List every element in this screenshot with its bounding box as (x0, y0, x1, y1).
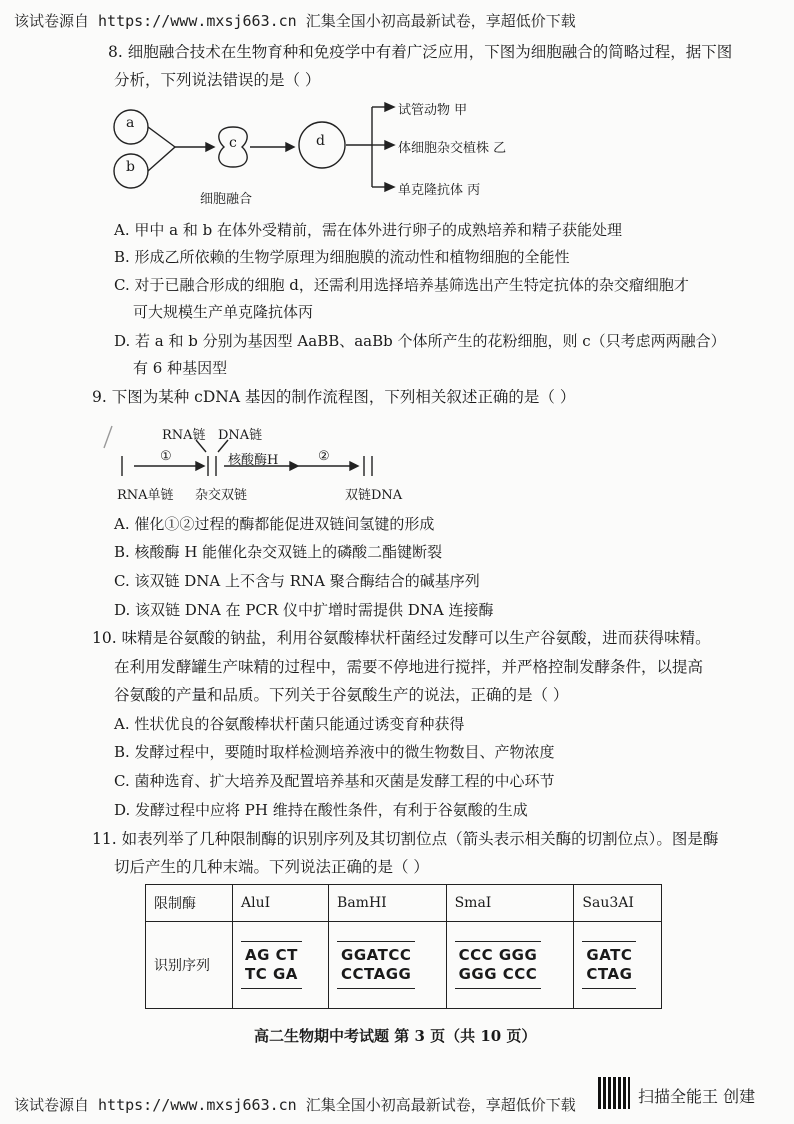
seq-bamhi (337, 940, 415, 990)
label-a: a (126, 115, 135, 131)
seq-cell-smai (446, 922, 574, 1009)
row-label-sequence: 识别序列 (146, 922, 233, 1009)
q9-option-a: A. 催化①②过程的酶都能促进双链间氢键的形成 (114, 515, 435, 533)
label-step2: ② (318, 449, 330, 464)
q9-option-d: D. 该双链 DNA 在 PCR 仪中扩增时需提供 DNA 连接酶 (114, 601, 494, 619)
enzyme-bamhi: BamHI (329, 885, 447, 922)
row-label-enzyme: 限制酶 (146, 885, 233, 922)
q8-stem-line1: 8. 细胞融合技术在生物育种和免疫学中有着广泛应用，下图为细胞融合的简略过程，据下图 (108, 43, 733, 61)
label-c: c (229, 135, 237, 151)
q10-option-d: D. 发酵过程中应将 PH 维持在酸性条件，有利于谷氨酸的生成 (114, 801, 528, 819)
q10-stem-line2: 在利用发酵罐生产味精的过程中，需要不停地进行搅拌，并严格控制发酵条件，以提高 (114, 658, 704, 676)
q10-stem-line3: 谷氨酸的产量和品质。下列关于谷氨酸生产的说法，正确的是（ ） (114, 686, 569, 704)
fusion-bracket (148, 127, 175, 171)
label-step1: ① (160, 449, 172, 464)
label-dna-chain: DNA链 (218, 428, 263, 443)
label-rna-single: RNA单链 (117, 488, 174, 503)
output-somatic-hybrid-plant: 体细胞杂交植株 乙 (398, 141, 507, 156)
seq-sau3ai (582, 940, 636, 990)
enzyme-name-row (146, 885, 662, 922)
seq-smai-top: CCC GGG (458, 946, 538, 964)
label-d: d (316, 133, 325, 149)
seq-cell-alui (233, 922, 329, 1009)
q10-option-c: C. 菌种选育、扩大培养及配置培养基和灭菌是发酵工程的中心环节 (114, 772, 555, 790)
enzyme-sau3ai: Sau3AI (574, 885, 662, 922)
seq-alui-top: AG CT (245, 946, 298, 964)
recognition-sequence-row (146, 922, 662, 1009)
seq-alui (241, 940, 302, 990)
q11-stem-line2: 切后产生的几种末端。下列说法正确的是（ ） (114, 858, 429, 876)
label-b: b (126, 159, 135, 175)
q8-option-c-line1: C. 对于已融合形成的细胞 d，还需利用选择培养基筛选出产生特定抗体的杂交瘤细胞才 (114, 276, 689, 294)
enzyme-alui: AluI (233, 885, 329, 922)
q8-option-b: B. 形成乙所依赖的生物学原理为细胞膜的流动性和植物细胞的全能性 (114, 248, 570, 266)
q8-stem-line2: 分析，下列说法错误的是（ ） (114, 71, 321, 89)
restriction-enzyme-table (145, 884, 662, 1009)
q9-option-c: C. 该双链 DNA 上不含与 RNA 聚合酶结合的碱基序列 (114, 572, 480, 590)
page-number: 高二生物期中考试题 第 3 页（共 10 页） (254, 1027, 537, 1045)
seq-cell-bamhi (329, 922, 447, 1009)
q8-option-a: A. 甲中 a 和 b 在体外受精前，需在体外进行卵子的成熟培养和精子获能处理 (114, 221, 622, 239)
label-ds-dna: 双链DNA (345, 488, 403, 503)
q8-option-d-line2: 有 6 种基因型 (133, 359, 228, 377)
q9-option-b: B. 核酸酶 H 能催化杂交双链上的磷酸二酯键断裂 (114, 543, 443, 561)
q10-stem-line1: 10. 味精是谷氨酸的钠盐，利用谷氨酸棒状杆菌经过发酵可以生产谷氨酸，进而获得味精。 (92, 629, 711, 647)
label-nuclease-h: 核酸酶H (228, 453, 279, 468)
seq-bamhi-bottom: CCTAGG (341, 965, 412, 983)
footer-source-text: 该试卷源自 https://www.mxsj663.cn 汇集全国小初高最新试卷，享超低价下载 (14, 1096, 576, 1114)
seq-smai-bottom: GGG CCC (458, 965, 538, 983)
label-rna-chain: RNA链 (162, 428, 206, 443)
q11-stem-line1: 11. 如表列举了几种限制酶的识别序列及其切割位点（箭头表示相关酶的切割位点）。图是酶 (92, 830, 719, 848)
q10-option-b: B. 发酵过程中，要随时取样检测培养液中的微生物数目、产物浓度 (114, 743, 555, 761)
seq-bamhi-top: GGATCC (341, 946, 412, 964)
scanner-watermark: 扫描全能王 创建 (638, 1087, 756, 1106)
q8-option-c-line2: 可大规模生产单克隆抗体丙 (133, 303, 314, 321)
label-hybrid: 杂交双链 (195, 488, 248, 503)
seq-alui-bottom: TC GA (245, 965, 298, 983)
header-source-text: 该试卷源自 https://www.mxsj663.cn 汇集全国小初高最新试卷，享超低价下载 (14, 12, 576, 30)
qr-code-icon (598, 1077, 630, 1109)
q9-stem: 9. 下图为某种 cDNA 基因的制作流程图，下列相关叙述正确的是（ ） (92, 388, 576, 406)
seq-sau3ai-bottom: CTAG (586, 965, 633, 983)
output-test-tube-animal: 试管动物 甲 (398, 103, 468, 118)
seq-cell-sau3ai (574, 922, 662, 1009)
seq-sau3ai-top: GATC (586, 946, 633, 964)
enzyme-smai: SmaI (446, 885, 574, 922)
q10-option-a: A. 性状优良的谷氨酸棒状杆菌只能通过诱变育种获得 (114, 715, 465, 733)
label-cell-fusion: 细胞融合 (200, 192, 253, 207)
output-monoclonal-antibody: 单克隆抗体 丙 (398, 183, 481, 198)
q8-option-d-line1: D. 若 a 和 b 分别为基因型 AaBB、aaBb 个体所产生的花粉细胞，则 c（只考虑两两融合） (114, 332, 726, 350)
seq-smai (455, 940, 542, 990)
